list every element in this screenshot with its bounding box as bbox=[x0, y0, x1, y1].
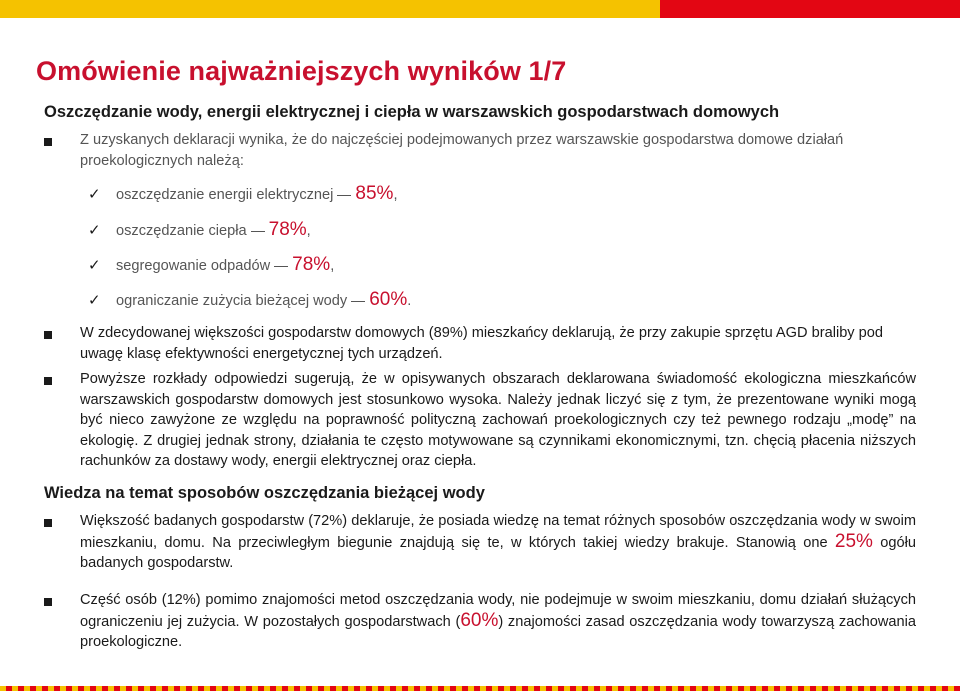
check-item bbox=[88, 182, 398, 206]
section2-bullet1-value: 25% bbox=[834, 530, 873, 552]
bullet-marker bbox=[44, 377, 52, 385]
checkmark-icon: ✓ bbox=[88, 222, 101, 239]
section1-heading: Oszczędzanie wody, energii elektrycznej i ciepła w warszawskich gospodarstwach domowych bbox=[44, 103, 780, 121]
page-title: Omówienie najważniejszych wyników 1/7 bbox=[36, 56, 567, 86]
check-value: 60% bbox=[369, 289, 408, 310]
check-value: 78% bbox=[292, 254, 331, 275]
bullet-marker bbox=[44, 331, 52, 339]
dash-separator bbox=[337, 195, 351, 196]
section2-bullet1 bbox=[80, 511, 916, 574]
top-bar-red bbox=[660, 0, 960, 18]
checkmark-icon: ✓ bbox=[88, 186, 101, 203]
check-label: segregowanie odpadów bbox=[116, 258, 271, 274]
section2-heading: Wiedza na temat sposobów oszczędzania bieżącej wody bbox=[44, 484, 485, 502]
check-label: ograniczanie zużycia bieżącej wody bbox=[116, 293, 348, 309]
check-item bbox=[88, 218, 311, 242]
section2-bullet2-value: 60% bbox=[460, 609, 499, 631]
top-bar-yellow bbox=[0, 0, 660, 18]
check-suffix: , bbox=[330, 258, 335, 274]
section1-bullet1: Z uzyskanych deklaracji wynika, że do najczęściej podejmowanych przez warszawskie gospodarstwa domowe działań proekologicznych należą: bbox=[80, 132, 844, 169]
check-item bbox=[88, 253, 334, 277]
dash-separator bbox=[251, 231, 265, 232]
bullet-marker bbox=[44, 138, 52, 146]
check-label: oszczędzanie ciepła bbox=[116, 223, 247, 239]
section1-bullet3: Powyższe rozkłady odpowiedzi sugerują, że w opisywanych obszarach deklarowana świadomość ekologiczna mieszkańców warszawskich gospodarstw domowych jest stosunkowo wysoka. Należy jednak liczyć się z tym, że prezentowane wyniki mogą być nieco zawyżone ze względu na poprawność polityczną zachowań proekologicznych czy też pewnego rodzaju „modę” na ekologię. Z drugiej jednak strony, działania te często motywowane są czynnikami ekonomicznymi, tzn. chęcią płacenia niższych rachunków za dostawy wody, energii elektrycznej oraz ciepła. bbox=[80, 371, 916, 469]
checkmark-icon: ✓ bbox=[88, 257, 101, 274]
bullet-marker bbox=[44, 519, 52, 527]
check-value: 78% bbox=[268, 219, 307, 240]
dash-separator bbox=[274, 266, 288, 267]
check-value: 85% bbox=[355, 183, 394, 204]
bottom-stripe bbox=[0, 686, 960, 691]
check-suffix: , bbox=[393, 187, 398, 203]
section2-bullet2 bbox=[80, 590, 916, 653]
checkmark-icon: ✓ bbox=[88, 292, 101, 309]
check-suffix: . bbox=[407, 293, 412, 309]
dash-separator bbox=[351, 301, 365, 302]
check-suffix: , bbox=[306, 223, 311, 239]
section2-bullet1-text-end: ogółu badanych gospodarstw. bbox=[80, 534, 917, 571]
check-label: oszczędzanie energii elektrycznej bbox=[116, 187, 334, 203]
check-item bbox=[88, 288, 411, 312]
bullet-marker bbox=[44, 598, 52, 606]
section2-bullet1-text: Większość badanych gospodarstw (72%) deklaruje, że posiada wiedzę na temat różnych sposobów oszczędzania wody w swoim mieszkaniu, domu. Na przeciwległym biegunie znajdują się te, w których takiej wiedzy brakuje. Stanowią one bbox=[80, 513, 916, 551]
section1-bullet2: W zdecydowanej większości gospodarstw domowych (89%) mieszkańcy deklarują, że przy zakupie sprzętu AGD braliby pod uwagę klasę efektywności energetycznej tych urządzeń. bbox=[80, 325, 884, 362]
section2-bullet2-text-end: ) znajomości zasad oszczędzania wody towarzyszą zachowania proekologiczne. bbox=[80, 613, 916, 650]
section2-bullet2-text: Część osób (12%) pomimo znajomości metod oszczędzania wody, nie podejmuje w swoim mieszkaniu, domu działań służących ograniczeniu jej zużycia. W pozostałych gospodarstwach ( bbox=[80, 592, 916, 630]
